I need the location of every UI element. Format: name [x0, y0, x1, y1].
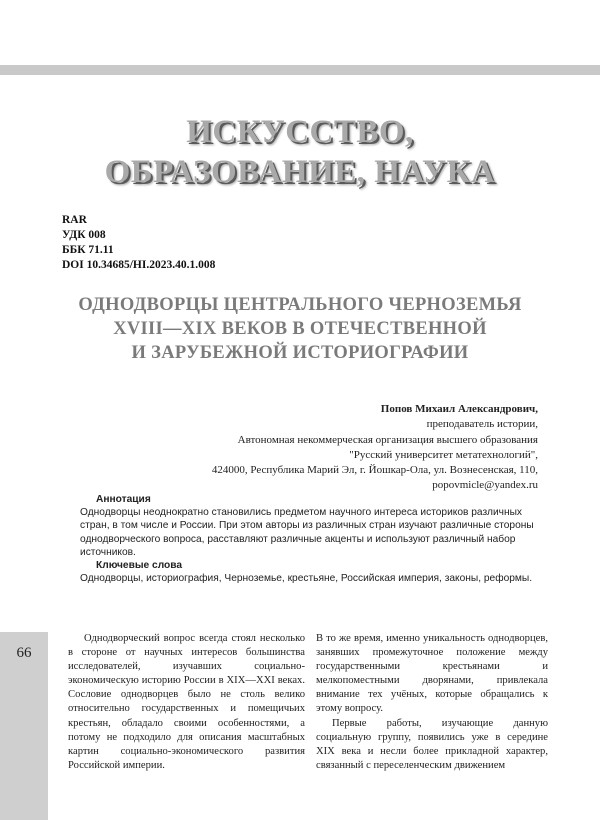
code-bbk: ББК 71.11: [62, 244, 114, 256]
author-org: Автономная некоммерческая организация высшего образования: [237, 433, 538, 446]
article-title-line: И ЗАРУБЕЖНОЙ ИСТОРИОГРАФИИ: [131, 343, 469, 363]
code-doi: DOI 10.34685/HI.2023.40.1.008: [62, 259, 216, 271]
body-paragraph: В то же время, именно уникальность однодворцев, занявших промежуточное положение между государственными крестьянами и мелкопоместными дворянами, привлекала внимание тех учёных, которые обращались к этому вопросу.: [316, 633, 548, 715]
section-title: [0, 112, 600, 192]
article-title-line: ОДНОДВОРЦЫ ЦЕНТРАЛЬНОГО ЧЕРНОЗЕМЬЯ: [78, 295, 522, 315]
article-title: [60, 293, 540, 365]
author-address: 424000, Республика Марий Эл, г. Йошкар-Ола, ул. Вознесенская, 110,: [211, 464, 538, 477]
abstract-text: Однодворцы неоднократно становились предметом научного интереса историков различных стран, в том числе и России. При этом авторы из различных стран изучают различные стороны однодворческого вопроса, расставляют различные акценты и используют различный набор источников.: [80, 507, 534, 558]
author-email[interactable]: popovmicle@yandex.ru: [432, 479, 538, 492]
author-name: Попов Михаил Александрович,: [380, 403, 538, 415]
page-number: 66: [16, 645, 32, 661]
author-block: [212, 402, 538, 494]
author-org: "Русский университет метатехнологий",: [349, 448, 538, 461]
abstract-label: Аннотация: [96, 494, 151, 505]
section-title-line: ИСКУССТВО,: [186, 114, 414, 150]
body-column-left: [68, 632, 305, 773]
body-paragraph: Первые работы, изучающие данную социальную группу, появились уже в середине XIX века и несли более прикладной характер, связанный с переселенческим движением: [316, 717, 548, 771]
keywords-label: Ключевые слова: [96, 560, 183, 572]
code-udk: УДК 008: [62, 229, 106, 241]
abstract-block: [80, 493, 546, 585]
header-rule: [0, 65, 600, 75]
classification-codes: [62, 213, 215, 273]
keywords-text: Однодворцы, историография, Черноземье, крестьяне, Российская империя, законы, реформы.: [80, 573, 533, 585]
article-title-line: XVIII—XIX ВЕКОВ В ОТЕЧЕСТВЕННОЙ: [113, 319, 487, 339]
body-paragraph: Однодворческий вопрос всегда стоял несколько в стороне от научных интересов большинства исследователей, изучавших социально-экономическую историю России в XIX—XXI веках. Сословие однодворцев было не столь велико относительно государственных и помещичьих крестьян, обладало своими особенностями, а потому не подходило для описания масштабных картин социально-экономического развития Российской империи.: [68, 633, 305, 771]
author-position: преподаватель истории,: [426, 418, 538, 431]
code-rar: RAR: [62, 214, 87, 226]
body-column-right: [316, 632, 548, 773]
section-title-line: ОБРАЗОВАНИЕ, НАУКА: [104, 154, 496, 190]
